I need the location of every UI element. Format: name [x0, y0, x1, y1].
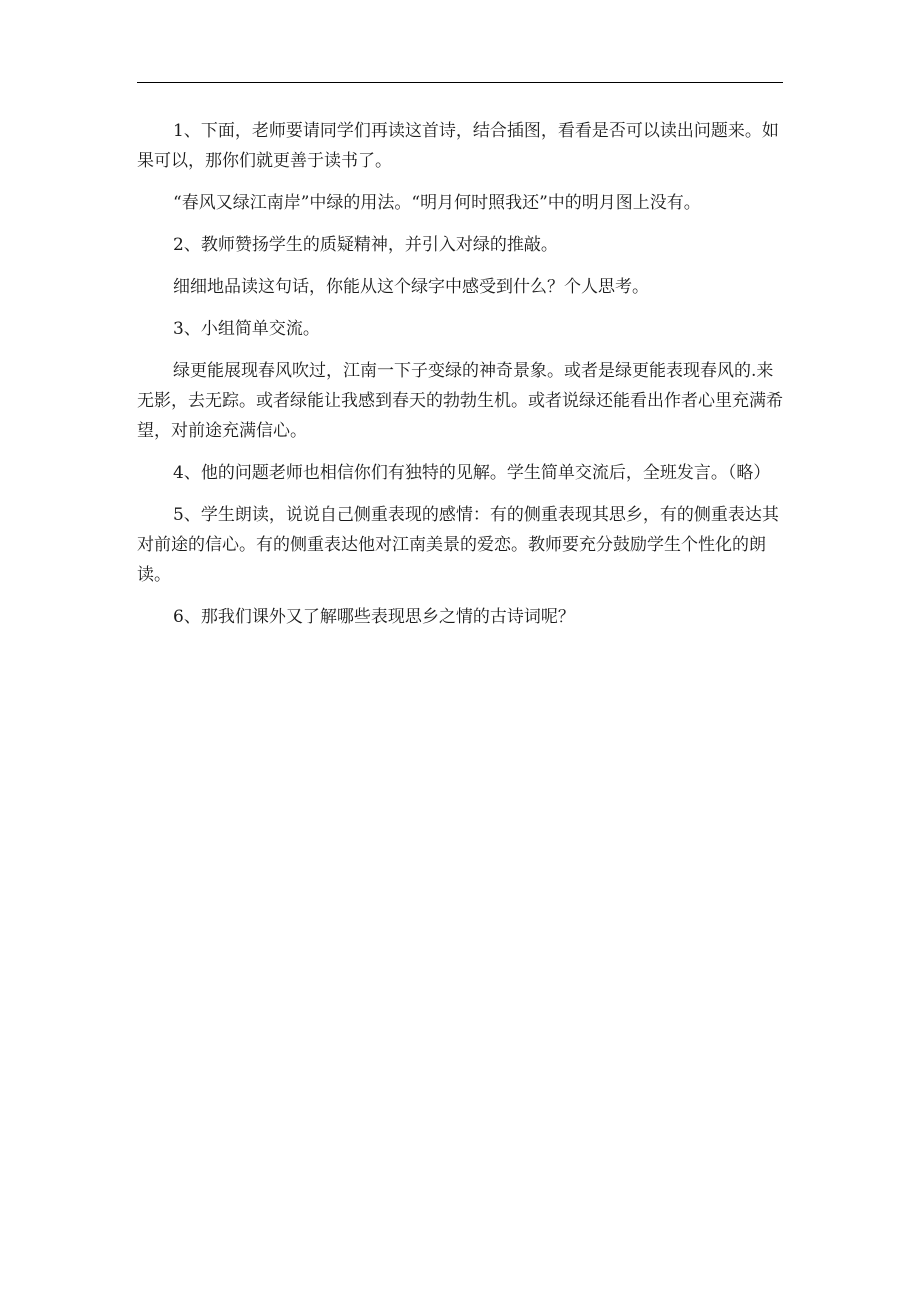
paragraph: 5、学生朗读，说说自己侧重表现的感情：有的侧重表现其思乡，有的侧重表达其对前途的信心。有的侧重表达他对江南美景的爱恋。教师要充分鼓励学生个性化的朗读。 — [137, 505, 779, 585]
paragraph: “春风又绿江南岸”中绿的用法。“明月何时照我还”中的明月图上没有。 — [173, 193, 701, 213]
paragraph: 2、教师赞扬学生的质疑精神，并引入对绿的推敲。 — [173, 235, 558, 255]
document-body — [137, 116, 783, 644]
paragraph: 3、小组简单交流。 — [173, 319, 320, 339]
paragraph: 细细地品读这句话，你能从这个绿字中感受到什么？个人思考。 — [173, 277, 649, 297]
paragraph: 1、下面，老师要请同学们再读这首诗，结合插图，看看是否可以读出问题来。如果可以，那你们就更善于读书了。 — [137, 121, 779, 171]
paragraph: 6、那我们课外又了解哪些表现思乡之情的古诗词呢？ — [173, 607, 575, 627]
header-rule — [137, 82, 783, 83]
paragraph: 4、他的问题老师也相信你们有独特的见解。学生简单交流后，全班发言。（略） — [173, 463, 771, 483]
paragraph: 绿更能展现春风吹过，江南一下子变绿的神奇景象。或者是绿更能表现春风的.来无影，去无踪。或者绿能让我感到春天的勃勃生机。或者说绿还能看出作者心里充满希望，对前途充满信心。 — [137, 361, 783, 441]
